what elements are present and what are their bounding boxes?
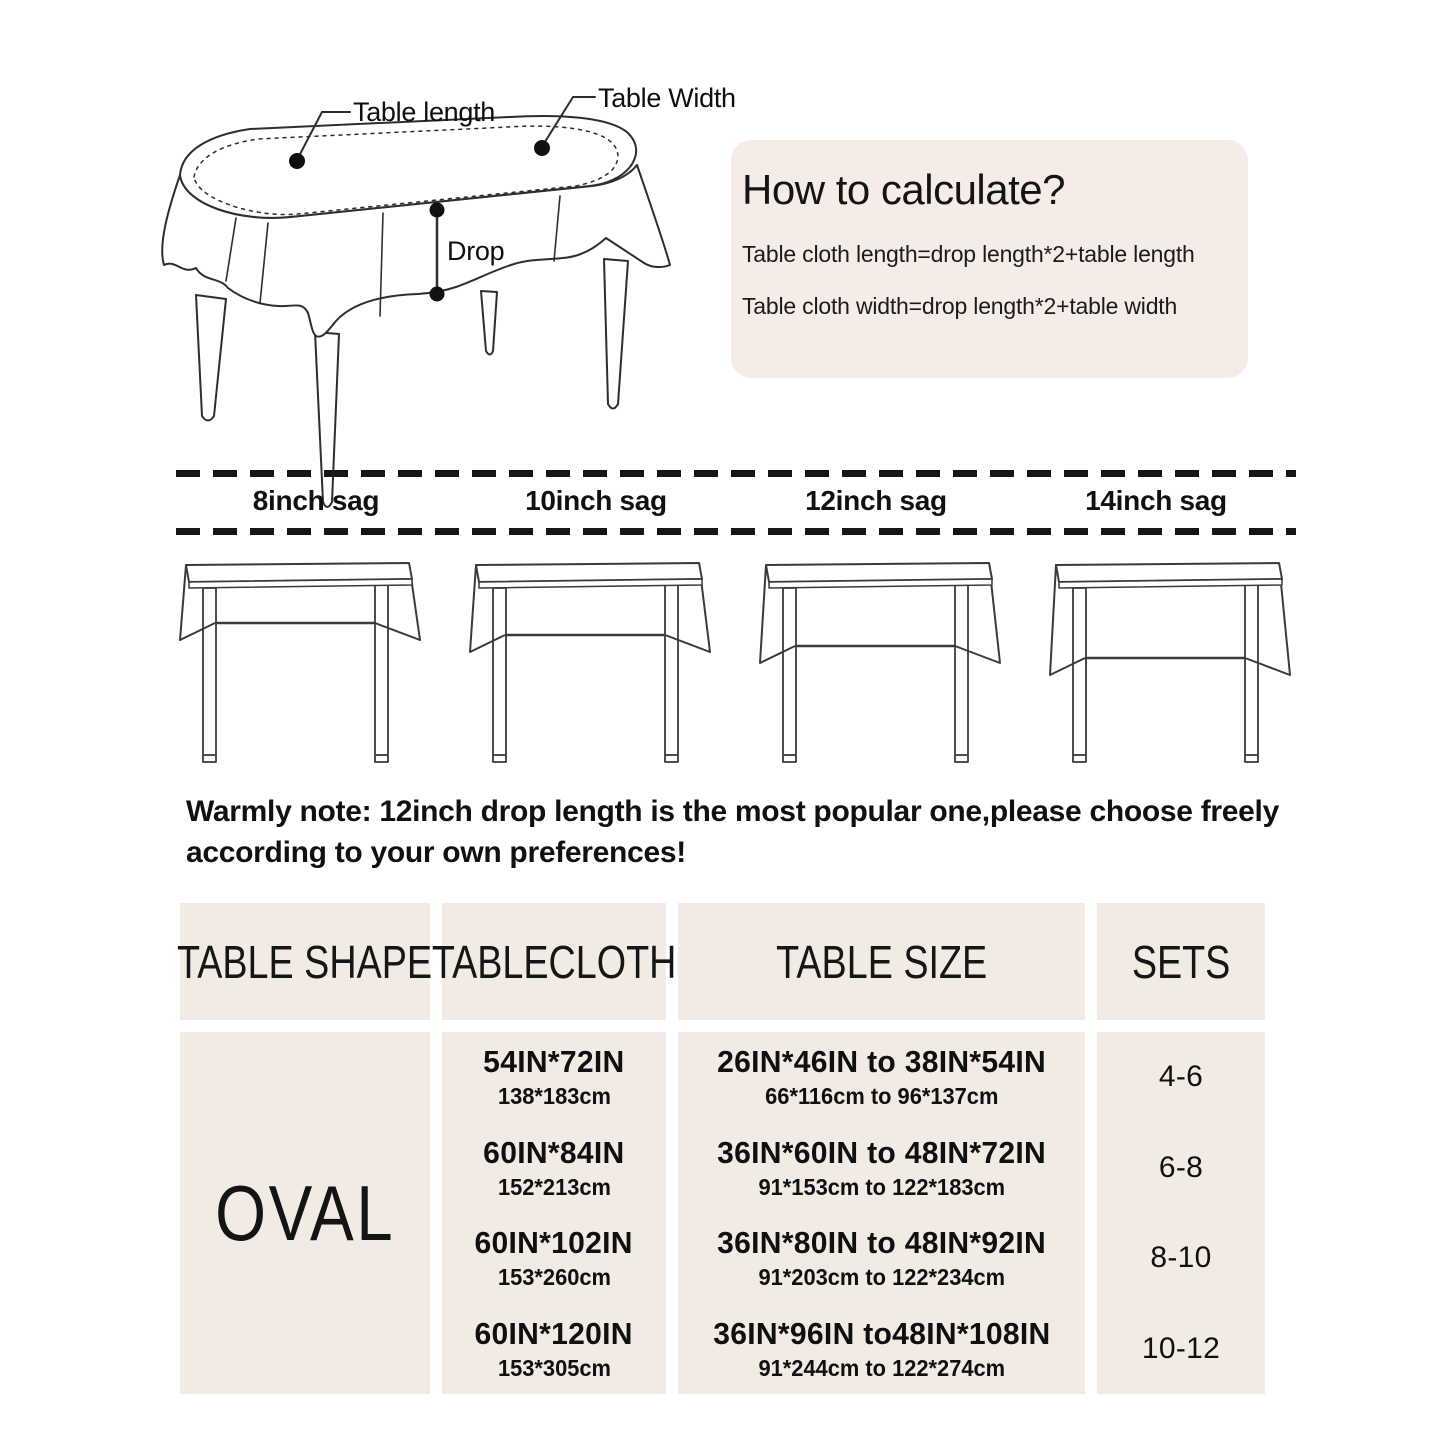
sag-illustration-cell [445,560,735,775]
table-size-inches: 36IN*80IN to 48IN*92IN [717,1225,1046,1261]
warmly-note-line1: Warmly note: 12inch drop length is the most popular one,please choose freely [186,795,1279,828]
column-table-shape [180,1032,430,1394]
how-to-title: How to calculate? [742,166,1066,213]
formula-width: Table cloth width=drop length*2+table width [742,293,1178,319]
column-sets [1097,1032,1265,1394]
sets-value: 10-12 [1141,1331,1221,1365]
formula-length: Table cloth length=drop length*2+table length [742,241,1195,267]
tablecloth-cm: 153*260cm [497,1264,611,1291]
sag-table-illustration-8inch [175,560,425,772]
table-leg [196,295,226,421]
table-leg [481,291,497,355]
shape-value: OVAL [214,1168,396,1257]
drop-label: Drop [447,236,505,266]
drop-measure-dot [430,287,445,302]
warmly-note [186,791,1371,873]
table-size-cell [708,1316,1056,1382]
table-size-inches: 36IN*96IN to48IN*108IN [712,1315,1051,1351]
tablecloth-cm: 153*305cm [497,1354,611,1381]
sag-table-illustration-12inch [755,560,1005,772]
drop-measure-dot [430,203,445,218]
table-size-cell [712,1044,1051,1110]
tablecloth-cell [481,1044,627,1110]
tablecloth-inches: 60IN*120IN [474,1315,634,1351]
tablecloth-inches: 60IN*84IN [483,1134,625,1170]
tablecloth-cell [481,1135,627,1201]
table-size-cm: 66*116cm to 96*137cm [764,1083,999,1110]
sets-value: 4-6 [1158,1060,1204,1094]
column-tablecloth [442,1032,666,1394]
table-size-cm: 91*244cm to 122*274cm [758,1354,1005,1381]
sag-label: 14inch sag [1085,485,1227,516]
dashed-ruler-top [176,470,1296,477]
dashed-ruler-bottom [176,528,1296,535]
table-size-cm: 91*203cm to 122*234cm [758,1264,1005,1291]
header-label: TABLE SHAPE [177,935,433,988]
sag-illustration-cell [155,560,445,775]
table-size-cell [712,1225,1051,1291]
how-to-calculate-panel [731,140,1248,378]
tablecloth-cm: 138*183cm [497,1083,611,1110]
header-label: TABLECLOTH [431,935,677,988]
sag-table-illustration-14inch [1045,560,1295,772]
sag-illustration-cell [1025,560,1315,775]
header-table-size [678,903,1085,1020]
table-size-cell [712,1135,1051,1201]
sets-value: 8-10 [1150,1241,1212,1275]
warmly-note-line2: according to your own preferences! [186,836,686,869]
length-anchor-dot [289,153,305,169]
table-size-inches: 36IN*60IN to 48IN*72IN [717,1134,1046,1170]
tablecloth-inches: 54IN*72IN [483,1044,625,1080]
table-size-inches: 26IN*46IN to 38IN*54IN [717,1044,1046,1080]
header-label: TABLE SIZE [775,935,988,988]
tablecloth-inches: 60IN*102IN [474,1225,634,1261]
sag-table-illustration-10inch [465,560,715,772]
header-sets [1097,903,1265,1020]
sag-label-row [176,479,1296,523]
table-leg [604,259,628,409]
sag-label: 10inch sag [525,485,667,516]
sets-value: 6-8 [1158,1150,1204,1184]
sag-illustrations-row [155,560,1315,775]
table-width-label: Table Width [598,83,736,113]
tablecloth-cell [472,1225,635,1291]
header-table-shape [177,903,433,1020]
tablecloth-cell [472,1316,635,1382]
header-label: SETS [1131,935,1231,988]
table-size-cm: 91*153cm to 122*183cm [758,1173,1005,1200]
tablecloth-cm: 152*213cm [497,1173,611,1200]
table-length-label: Table length [353,97,496,127]
width-anchor-dot [534,140,550,156]
header-tablecloth [431,903,677,1020]
sag-label: 8inch sag [252,485,380,516]
sag-label: 12inch sag [805,485,947,516]
sag-illustration-cell [735,560,1025,775]
column-table-size [678,1032,1085,1394]
